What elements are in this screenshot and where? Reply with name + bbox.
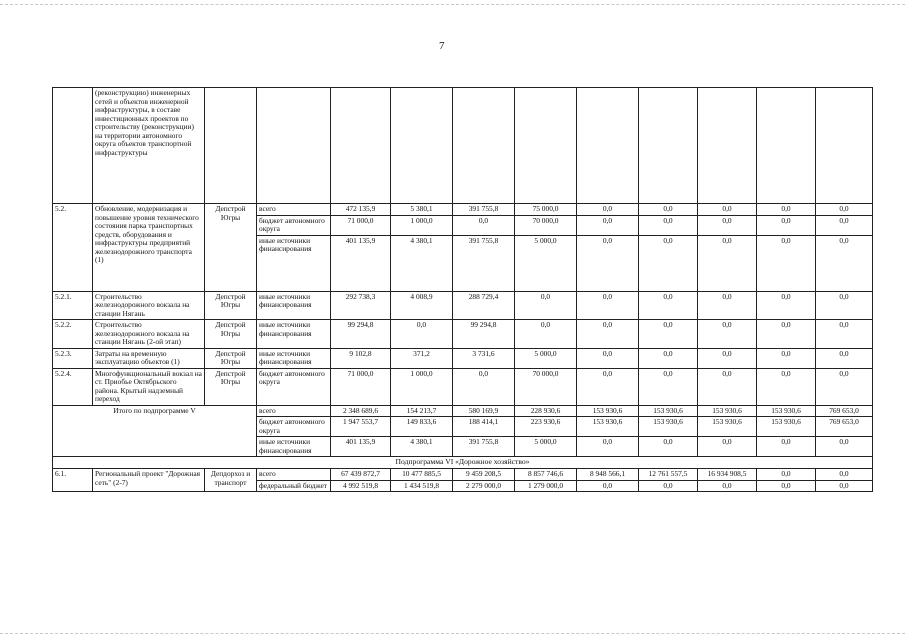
value-cell: 472 135,9 — [331, 204, 391, 216]
value-cell: 0,0 — [816, 437, 873, 457]
value-cell: 71 000,0 — [331, 215, 391, 235]
value-cell: 0,0 — [757, 368, 816, 405]
table-row — [53, 469, 873, 481]
row-index: 5.2.4. — [53, 368, 93, 405]
value-cell: 153 930,6 — [698, 405, 757, 417]
subprogram-heading: Подпрограмма VI «Дорожное хозяйство» — [53, 457, 873, 469]
row-executor: Депстрой Югры — [205, 368, 257, 405]
value-cell: 0,0 — [577, 204, 639, 216]
value-cell: 2 348 689,6 — [331, 405, 391, 417]
value-cell: 401 135,9 — [331, 437, 391, 457]
table-row — [53, 204, 873, 216]
value-cell: 0,0 — [816, 368, 873, 405]
row-index: 5.2.1. — [53, 291, 93, 320]
value-cell: 0,0 — [816, 320, 873, 349]
value-cell: 0,0 — [577, 348, 639, 368]
value-cell: 0,0 — [639, 291, 698, 320]
value-cell: 70 000,0 — [515, 215, 577, 235]
value-cell: 292 738,3 — [331, 291, 391, 320]
row-executor: Депстрой Югры — [205, 291, 257, 320]
value-cell: 0,0 — [816, 204, 873, 216]
subprogram-total-label: Итого по подпрограмме V — [53, 405, 257, 457]
value-cell: 391 755,8 — [453, 437, 515, 457]
value-cell: 0,0 — [577, 368, 639, 405]
value-cell: 223 930,6 — [515, 417, 577, 437]
value-cell: 0,0 — [757, 469, 816, 481]
row-name: Затраты на временную эксплуатацию объектов (1) — [93, 348, 205, 368]
row-index: 5.2.2. — [53, 320, 93, 349]
value-cell: 0,0 — [577, 235, 639, 291]
row-name: Обновление, модернизация и повышение уровня технического состояния парка транспортных средств, оборудования и инфраструктуры предприятий железнодорожного транспорта (1) — [93, 204, 205, 292]
value-cell: 4 380,1 — [391, 235, 453, 291]
value-cell: 153 930,6 — [757, 405, 816, 417]
value-cell: 1 947 553,7 — [331, 417, 391, 437]
source-cell: бюджет автономного округа — [257, 368, 331, 405]
value-cell: 153 930,6 — [639, 405, 698, 417]
value-cell: 371,2 — [391, 348, 453, 368]
value-cell: 71 000,0 — [331, 368, 391, 405]
value-cell: 0,0 — [577, 437, 639, 457]
source-cell: бюджет автономного округа — [257, 417, 331, 437]
value-cell: 10 477 885,5 — [391, 469, 453, 481]
value-cell: 0,0 — [577, 291, 639, 320]
value-cell: 153 930,6 — [577, 417, 639, 437]
row-index: 6.1. — [53, 469, 93, 492]
value-cell: 153 930,6 — [757, 417, 816, 437]
value-cell: 1 279 000,0 — [515, 480, 577, 492]
source-cell: иные источники финансирования — [257, 320, 331, 349]
value-cell: 0,0 — [698, 204, 757, 216]
value-cell: 2 279 000,0 — [453, 480, 515, 492]
source-cell: иные источники финансирования — [257, 348, 331, 368]
value-cell: 67 439 872,7 — [331, 469, 391, 481]
value-cell: 401 135,9 — [331, 235, 391, 291]
value-cell: 0,0 — [757, 235, 816, 291]
scan-edge-top — [0, 4, 905, 6]
value-cell: 188 414,1 — [453, 417, 515, 437]
value-cell: 0,0 — [757, 215, 816, 235]
value-cell: 0,0 — [698, 480, 757, 492]
value-cell: 9 102,8 — [331, 348, 391, 368]
source-cell: всего — [257, 469, 331, 481]
value-cell: 5 000,0 — [515, 437, 577, 457]
value-cell: 0,0 — [816, 235, 873, 291]
value-cell: 70 000,0 — [515, 368, 577, 405]
value-cell: 0,0 — [453, 368, 515, 405]
value-cell: 0,0 — [698, 368, 757, 405]
value-cell: 16 934 908,5 — [698, 469, 757, 481]
value-cell: 0,0 — [698, 348, 757, 368]
table-row — [53, 291, 873, 320]
value-cell: 769 653,0 — [816, 417, 873, 437]
value-cell: 0,0 — [816, 348, 873, 368]
value-cell: 0,0 — [639, 235, 698, 291]
value-cell: 12 761 557,5 — [639, 469, 698, 481]
row-name: (реконструкцию) инженерных сетей и объектов инженерной инфраструктуры, в составе инвестиционных проектов по строительству (реконструкции) на территории автономного округа объектов транспортной инфраструктуры — [93, 88, 205, 204]
table-row — [53, 457, 873, 469]
value-cell: 0,0 — [639, 480, 698, 492]
row-name: Строительство железнодорожного вокзала на станции Нягань (2-ой этап) — [93, 320, 205, 349]
table-row — [53, 320, 873, 349]
table-row — [53, 405, 873, 417]
value-cell: 9 459 208,5 — [453, 469, 515, 481]
value-cell: 4 008,9 — [391, 291, 453, 320]
value-cell: 99 294,8 — [453, 320, 515, 349]
value-cell: 0,0 — [577, 480, 639, 492]
row-index: 5.2.3. — [53, 348, 93, 368]
row-name: Многофункциональный вокзал на ст. Приобье Октябрьского района. Крытый надземный переход — [93, 368, 205, 405]
value-cell: 580 169,9 — [453, 405, 515, 417]
value-cell: 0,0 — [757, 480, 816, 492]
source-cell: федеральный бюджет — [257, 480, 331, 492]
value-cell: 153 930,6 — [577, 405, 639, 417]
row-executor: Депдорхоз и транспорт — [205, 469, 257, 492]
value-cell: 75 000,0 — [515, 204, 577, 216]
value-cell: 5 000,0 — [515, 235, 577, 291]
table-row — [53, 88, 873, 204]
value-cell: 153 930,6 — [639, 417, 698, 437]
value-cell: 0,0 — [639, 437, 698, 457]
value-cell: 0,0 — [757, 204, 816, 216]
value-cell: 0,0 — [698, 215, 757, 235]
value-cell: 8 948 566,1 — [577, 469, 639, 481]
value-cell: 288 729,4 — [453, 291, 515, 320]
row-executor: Депстрой Югры — [205, 320, 257, 349]
value-cell: 99 294,8 — [331, 320, 391, 349]
value-cell: 0,0 — [698, 320, 757, 349]
value-cell: 153 930,6 — [698, 417, 757, 437]
value-cell: 1 000,0 — [391, 215, 453, 235]
value-cell: 228 930,6 — [515, 405, 577, 417]
source-cell: всего — [257, 405, 331, 417]
value-cell: 0,0 — [639, 348, 698, 368]
value-cell: 0,0 — [577, 320, 639, 349]
source-cell: иные источники финансирования — [257, 437, 331, 457]
value-cell: 0,0 — [639, 320, 698, 349]
row-index — [53, 88, 93, 204]
scan-edge-bottom — [0, 633, 905, 635]
value-cell: 0,0 — [757, 437, 816, 457]
financing-table — [52, 87, 873, 492]
table-row — [53, 368, 873, 405]
value-cell: 0,0 — [515, 291, 577, 320]
value-cell: 391 755,8 — [453, 235, 515, 291]
value-cell: 0,0 — [391, 320, 453, 349]
source-cell: иные источники финансирования — [257, 235, 331, 291]
value-cell: 0,0 — [515, 320, 577, 349]
value-cell: 1 434 519,8 — [391, 480, 453, 492]
value-cell: 0,0 — [639, 368, 698, 405]
value-cell: 0,0 — [816, 215, 873, 235]
row-name: Региональный проект "Дорожная сеть" (2-7) — [93, 469, 205, 492]
row-executor: Депстрой Югры — [205, 348, 257, 368]
value-cell: 0,0 — [577, 215, 639, 235]
row-name: Строительство железнодорожного вокзала на станции Нягань — [93, 291, 205, 320]
row-executor: Депстрой Югры — [205, 204, 257, 292]
value-cell: 0,0 — [698, 235, 757, 291]
page-number: 7 — [439, 40, 445, 52]
value-cell: 149 833,6 — [391, 417, 453, 437]
value-cell: 0,0 — [816, 291, 873, 320]
value-cell: 1 000,0 — [391, 368, 453, 405]
value-cell: 0,0 — [639, 215, 698, 235]
value-cell: 0,0 — [757, 320, 816, 349]
value-cell: 5 000,0 — [515, 348, 577, 368]
value-cell: 3 731,6 — [453, 348, 515, 368]
value-cell: 4 992 519,8 — [331, 480, 391, 492]
value-cell: 4 380,1 — [391, 437, 453, 457]
value-cell: 0,0 — [816, 480, 873, 492]
value-cell: 0,0 — [698, 291, 757, 320]
value-cell: 154 213,7 — [391, 405, 453, 417]
value-cell: 0,0 — [757, 291, 816, 320]
table-row — [53, 348, 873, 368]
value-cell: 0,0 — [453, 215, 515, 235]
value-cell: 0,0 — [698, 437, 757, 457]
source-cell: бюджет автономного округа — [257, 215, 331, 235]
source-cell: всего — [257, 204, 331, 216]
value-cell: 0,0 — [639, 204, 698, 216]
value-cell: 0,0 — [816, 469, 873, 481]
source-cell: иные источники финансирования — [257, 291, 331, 320]
value-cell: 5 380,1 — [391, 204, 453, 216]
value-cell: 8 857 746,6 — [515, 469, 577, 481]
value-cell: 0,0 — [757, 348, 816, 368]
row-index: 5.2. — [53, 204, 93, 292]
value-cell: 391 755,8 — [453, 204, 515, 216]
value-cell: 769 653,0 — [816, 405, 873, 417]
